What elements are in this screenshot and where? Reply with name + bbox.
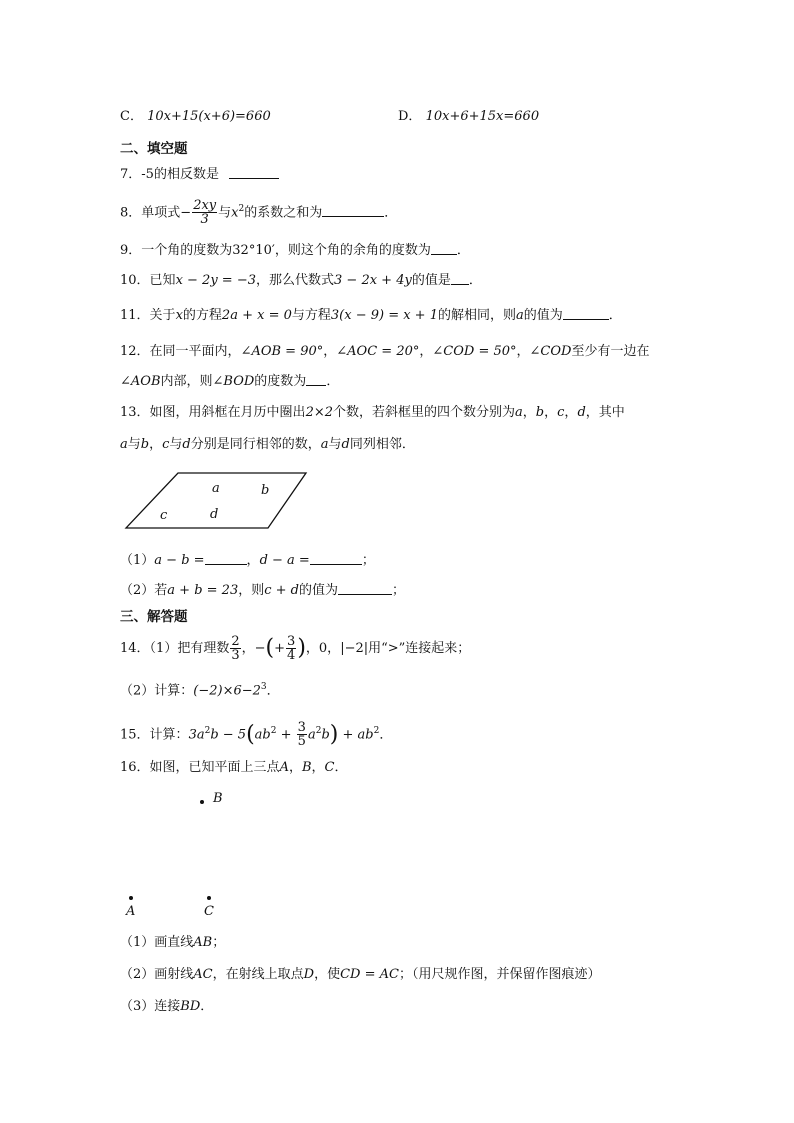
q14-plus: +: [274, 641, 286, 656]
question-11: [120, 307, 622, 325]
q8-answer-blank[interactable]: [322, 204, 384, 217]
q13-comma1: ，: [522, 405, 536, 420]
q8-text-mid: 与: [218, 205, 232, 221]
q13-parallelogram-figure: [120, 468, 320, 532]
q8-var: x: [231, 205, 239, 221]
q13-l2-a: a: [120, 437, 128, 452]
q16-points-figure: [110, 786, 250, 920]
q16-var-a: A: [279, 760, 289, 775]
q13-l2-t1: 与: [127, 437, 141, 452]
q9-answer-blank[interactable]: [431, 242, 457, 255]
q9-end: ．: [456, 243, 470, 258]
q13-sub1-end: ；: [361, 553, 375, 568]
q14-f2-den: 4: [287, 648, 296, 663]
q14-number: 14．: [120, 641, 150, 656]
q14-f2-num: 3: [287, 634, 296, 649]
q16-sub2-post: ；（用尺规作图，并保留作图痕迹）: [398, 967, 601, 982]
q13-l2-t5: 与: [328, 437, 342, 452]
q12-number: 12．: [120, 344, 150, 359]
q14-sub1: [120, 634, 470, 664]
question-13-line2: [120, 436, 415, 454]
q13-l2-b: b: [140, 437, 150, 452]
q15-term4-exp: 2: [373, 726, 380, 736]
q12-answer-blank[interactable]: [306, 373, 326, 386]
q13-sub1-label: （1）: [120, 553, 155, 568]
q11-post: 的值为: [523, 308, 563, 323]
q11-pre: 关于: [149, 308, 176, 323]
q12-post1: 至少有一边在: [571, 344, 650, 359]
q10-number: 10．: [120, 273, 150, 288]
q15-term2: ab: [254, 727, 271, 743]
q16-var-b: B: [301, 760, 312, 775]
option-c: [120, 108, 271, 126]
q12-sep3: ，: [516, 344, 530, 359]
q12-angle-cod: ∠COD = 50°: [432, 344, 517, 359]
q15-term3b: b: [321, 727, 330, 743]
option-d-expr: 10x+6+15x=660: [425, 109, 540, 124]
q13-grid-size: 2×2: [305, 405, 333, 420]
q11-equation-2: 3(x − 9) = x + 1: [330, 308, 438, 323]
q15-term1: 3a: [188, 727, 205, 743]
question-15: [120, 716, 392, 750]
q12-angle-aoc: ∠AOC = 20°: [336, 344, 420, 359]
q14-expression: (−2)×6−2: [193, 683, 261, 699]
q15-lparen: (: [246, 721, 255, 747]
q14-sub2-label: （2）计算：: [120, 683, 194, 699]
q13-number: 13．: [120, 405, 150, 420]
q11-answer-blank[interactable]: [563, 307, 609, 320]
q13-l2-c: c: [162, 437, 170, 452]
q11-equation-1: 2a + x = 0: [221, 308, 292, 323]
point-c-label: C: [204, 904, 214, 919]
q13-l2-a2: a: [320, 437, 329, 452]
question-8: [120, 195, 397, 227]
q13-l2-d: d: [182, 437, 191, 452]
q15-number: 15．: [120, 727, 150, 743]
q13-l2-d2: d: [341, 437, 350, 452]
q16-sub1-label: （1）画直线: [120, 935, 194, 950]
q15-fraction: [297, 721, 307, 748]
q16-sub3-label: （3）连接: [120, 999, 181, 1014]
q13-sub1-blank1[interactable]: [205, 552, 247, 565]
q16-sub2: [120, 966, 600, 984]
q16-sub2-mid1: ，在射线上取点: [212, 967, 304, 982]
q16-end: ．: [334, 760, 348, 775]
q13-l2-t3: 与: [169, 437, 183, 452]
point-b-label: B: [213, 791, 223, 806]
q12-angle-aob-ref: ∠AOB: [120, 374, 161, 389]
q12-sep1: ，: [323, 344, 337, 359]
q10-answer-blank[interactable]: [451, 272, 469, 285]
q13-var-a: a: [515, 405, 523, 420]
q15-plus: +: [276, 727, 296, 743]
q14-end: ．: [266, 683, 280, 699]
q13-l2-t2: ，: [149, 437, 163, 452]
q16-pre: 如图，已知平面上三点: [149, 760, 280, 775]
q16-sub1-expr: AB: [193, 935, 213, 950]
q11-end: ．: [608, 308, 622, 323]
q8-text-post: 的系数之和为: [244, 205, 323, 221]
section-title-solve: 三、解答题: [120, 609, 188, 625]
option-d-label: D．: [398, 109, 422, 124]
q13-sub2-end: ；: [392, 583, 406, 598]
q14-sep2: ，0，: [305, 641, 341, 656]
q14-fraction-2: [286, 635, 296, 662]
q8-frac-den: 3: [200, 212, 209, 228]
q11-var-a: a: [516, 308, 524, 323]
q15-rparen: ): [329, 721, 339, 747]
q14-sub1-label: （1）把有理数: [149, 641, 230, 656]
q16-sub2-label: （2）画射线: [120, 967, 194, 982]
q13-sub1: [120, 552, 375, 570]
q13-sub2: [120, 582, 405, 600]
q8-exp: 2: [238, 204, 245, 214]
q15-f-den: 5: [297, 734, 306, 750]
q13-sub1-mid: ，: [246, 553, 260, 568]
q15-end: ．: [379, 727, 393, 743]
q14-f1-den: 3: [231, 648, 240, 663]
q16-sub2-expr3: CD = AC: [340, 967, 399, 982]
q16-var-c: C: [324, 760, 335, 775]
q15-term2-exp: 2: [270, 726, 277, 736]
option-c-expr: 10x+15(x+6)=660: [147, 109, 271, 124]
q16-sub3-expr: BD: [180, 999, 201, 1014]
q14-abs: |−2|: [340, 641, 369, 656]
q10-condition: x − 2y = −3: [175, 273, 256, 288]
section-title-fill-blank: 二、填空题: [120, 141, 188, 157]
q13-mid1: 个数，若斜框里的四个数分别为: [333, 405, 516, 420]
q15-term3: a: [307, 727, 316, 743]
q13-pre: 如图，用斜框在月历中圈出: [149, 405, 306, 420]
q15-term1b: b − 5: [210, 727, 247, 743]
q13-var-b: b: [535, 405, 545, 420]
q7-answer-blank[interactable]: [229, 166, 279, 179]
q16-sub2-expr1: AC: [193, 967, 213, 982]
q12-angle-aob: ∠AOB = 90°: [240, 344, 324, 359]
q16-sub2-mid2: ，使: [314, 967, 341, 982]
q15-term3-exp: 2: [315, 726, 322, 736]
q16-sub3-end: ．: [200, 999, 214, 1014]
q13-var-c: c: [557, 405, 565, 420]
q14-rparen: ): [297, 635, 306, 661]
q13-comma3: ，: [564, 405, 578, 420]
point-a-label: A: [126, 904, 136, 919]
q13-sub1-expr1: a − b =: [154, 553, 205, 568]
q14-exp: 3: [260, 682, 267, 692]
q14-neg: −: [254, 641, 266, 656]
q8-fraction: [192, 199, 217, 226]
q12-angle-cod-ref: ∠COD: [529, 344, 572, 359]
point-b-dot: [200, 800, 204, 804]
q13-sub2-mid: ，则: [238, 583, 265, 598]
q9-number: 9．: [120, 243, 142, 258]
q15-term1-exp: 2: [204, 726, 211, 736]
q13-comma2: ，: [544, 405, 558, 420]
q7-text: -5的相反数是: [141, 167, 219, 182]
q16-sub2-expr2: D: [303, 967, 315, 982]
q13-figure-b: b: [261, 483, 270, 498]
q8-number: 8．: [120, 205, 142, 221]
q14-fraction-1: [230, 635, 240, 662]
question-10: [120, 272, 482, 290]
option-c-label: C．: [120, 109, 143, 124]
q8-sign: −: [180, 205, 192, 221]
q16-sub1: [120, 934, 225, 952]
q12-line2-mid: 内部，则: [160, 374, 213, 389]
q9-text: 一个角的度数为32°10′，则这个角的余角的度数为: [141, 243, 431, 258]
q13-sub2-blank[interactable]: [338, 582, 392, 595]
q11-mid1: 的方程: [182, 308, 222, 323]
q12-end: ．: [326, 374, 340, 389]
q10-mid: ，那么代数式: [256, 273, 335, 288]
q15-f-num: 3: [297, 720, 306, 736]
q13-sub1-expr2: d − a =: [259, 553, 310, 568]
question-12-line1: [120, 343, 649, 361]
q14-f1-num: 2: [231, 634, 240, 649]
q11-mid2: 与方程: [291, 308, 331, 323]
question-9: [120, 242, 470, 260]
q12-pre: 在同一平面内，: [149, 344, 241, 359]
point-a-dot: [129, 896, 133, 900]
q16-number: 16．: [120, 760, 150, 775]
q8-text-pre: 单项式: [141, 205, 181, 221]
q13-figure-a: a: [212, 481, 220, 496]
q13-var-d: d: [577, 405, 586, 420]
q11-var-x: x: [175, 308, 183, 323]
q13-sub2-post: 的值为: [299, 583, 339, 598]
q13-l2-t6: 同列相邻．: [349, 437, 415, 452]
q12-line2-post: 的度数为: [254, 374, 307, 389]
q13-sub2-expr1: a + b = 23: [167, 583, 239, 598]
q11-number: 11．: [120, 308, 150, 323]
q15-term4: + ab: [338, 727, 374, 743]
q16-sub1-end: ；: [212, 935, 226, 950]
q14-sep1: ，: [241, 641, 255, 656]
q10-expression: 3 − 2x + 4y: [334, 273, 412, 288]
option-d: [398, 108, 539, 126]
q13-post1: ，其中: [585, 405, 625, 420]
q13-sub2-expr2: c + d: [264, 583, 299, 598]
q14-sub2: [120, 678, 280, 700]
q11-mid3: 的解相同，则: [437, 308, 516, 323]
q13-sub1-blank2[interactable]: [310, 552, 362, 565]
q10-end: ．: [468, 273, 482, 288]
q10-post: 的值是: [411, 273, 451, 288]
point-c-dot: [207, 896, 211, 900]
q15-pre: 计算：: [149, 727, 189, 743]
q13-sub2-label: （2）若: [120, 583, 168, 598]
q8-end: ．: [384, 205, 398, 221]
q16-sep2: ，: [311, 760, 325, 775]
q12-angle-bod: ∠BOD: [212, 374, 255, 389]
q13-l2-t4: 分别是同行相邻的数，: [190, 437, 321, 452]
question-13-line1: [120, 404, 625, 422]
question-12-line2: [120, 373, 339, 391]
q16-sub3: [120, 998, 213, 1016]
q16-sep1: ，: [288, 760, 302, 775]
question-7: [120, 166, 279, 184]
q8-frac-num: 2xy: [193, 198, 217, 214]
q14-lparen: (: [265, 635, 275, 661]
q12-sep2: ，: [419, 344, 433, 359]
q13-figure-d: d: [210, 507, 219, 522]
q7-number: 7．: [120, 167, 142, 182]
q13-figure-c: c: [160, 508, 168, 523]
q10-pre: 已知: [149, 273, 176, 288]
question-16: [120, 759, 348, 777]
q14-post: 用“>”连接起来；: [368, 641, 471, 656]
